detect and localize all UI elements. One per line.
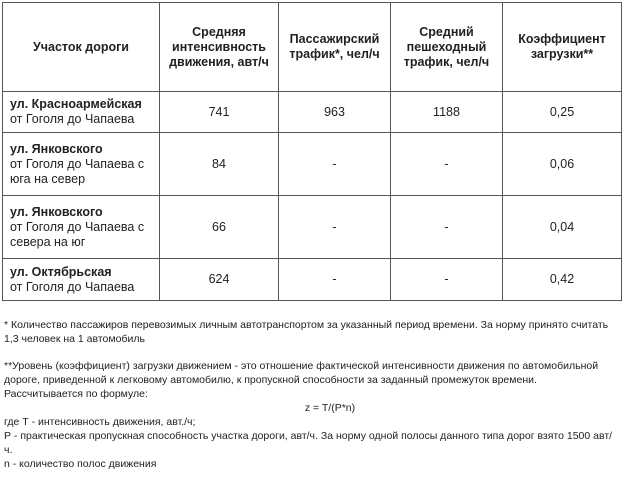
coefficient-cell: 0,06 [503,133,622,196]
header-load-coefficient: Коэффициент загрузки** [503,3,622,92]
formula-where-p: Р - практическая пропускная способность участка дороги, авт/ч. За норму одной полосы данного типа дорог взято 1500 авт/ч. [4,430,613,456]
pedestrian-cell: - [391,133,503,196]
traffic-table [2,2,622,301]
passenger-cell: - [279,133,391,196]
road-name: ул. Красноармейская [10,97,142,111]
road-description: от Гоголя до Чапаева с юга на север [10,156,145,186]
road-description: от Гоголя до Чапаева [10,279,135,294]
header-pedestrian-traffic: Средний пешеходный трафик, чел/ч [391,3,503,92]
table-row [3,259,622,301]
footnotes [4,318,616,471]
road-cell [3,92,160,133]
coefficient-cell: 0,25 [503,92,622,133]
road-name: ул. Янковского [10,141,103,156]
passenger-cell: 963 [279,92,391,133]
formula: z = T/(P*n) [304,402,356,414]
road-description: от Гоголя до Чапаева [10,112,135,126]
road-cell [3,133,160,196]
formula-where-t: где Т - интенсивность движения, авт./ч; [4,416,196,428]
pedestrian-cell: 1188 [391,92,503,133]
pedestrian-cell: - [391,259,503,301]
coefficient-cell: 0,42 [503,259,622,301]
passenger-cell: - [279,196,391,259]
road-cell [3,196,160,259]
table-row [3,92,622,133]
intensity-cell: 84 [160,133,279,196]
header-intensity: Средняя интенсивность движения, авт/ч [160,3,279,92]
road-name: ул. Октябрьская [10,264,112,279]
header-road-section: Участок дороги [3,3,160,92]
intensity-cell: 741 [160,92,279,133]
table-header-row [3,3,622,92]
coefficient-cell: 0,04 [503,196,622,259]
road-cell [3,259,160,301]
footnote-passenger: * Количество пассажиров перевозимых личным автотранспортом за указанный период времени. За норму принято считать 1,3 человек на 1 автомобиль [4,319,609,345]
road-description: от Гоголя до Чапаева с севера на юг [10,219,145,249]
pedestrian-cell: - [391,196,503,259]
formula-where-n: n - количество полос движения [4,458,157,470]
intensity-cell: 66 [160,196,279,259]
table-row [3,196,622,259]
intensity-cell: 624 [160,259,279,301]
passenger-cell: - [279,259,391,301]
table-row [3,133,622,196]
header-passenger-traffic: Пассажирский трафик*, чел/ч [279,3,391,92]
road-name: ул. Янковского [10,204,103,219]
footnote-load-level: **Уровень (коэффициент) загрузки движением - это отношение фактической интенсивности движения по автомобильной дороге, приведенной к легковому автомобилю, к пропускной способности за заданный промежуток времени. Рассчитывается по формуле: [4,360,599,400]
